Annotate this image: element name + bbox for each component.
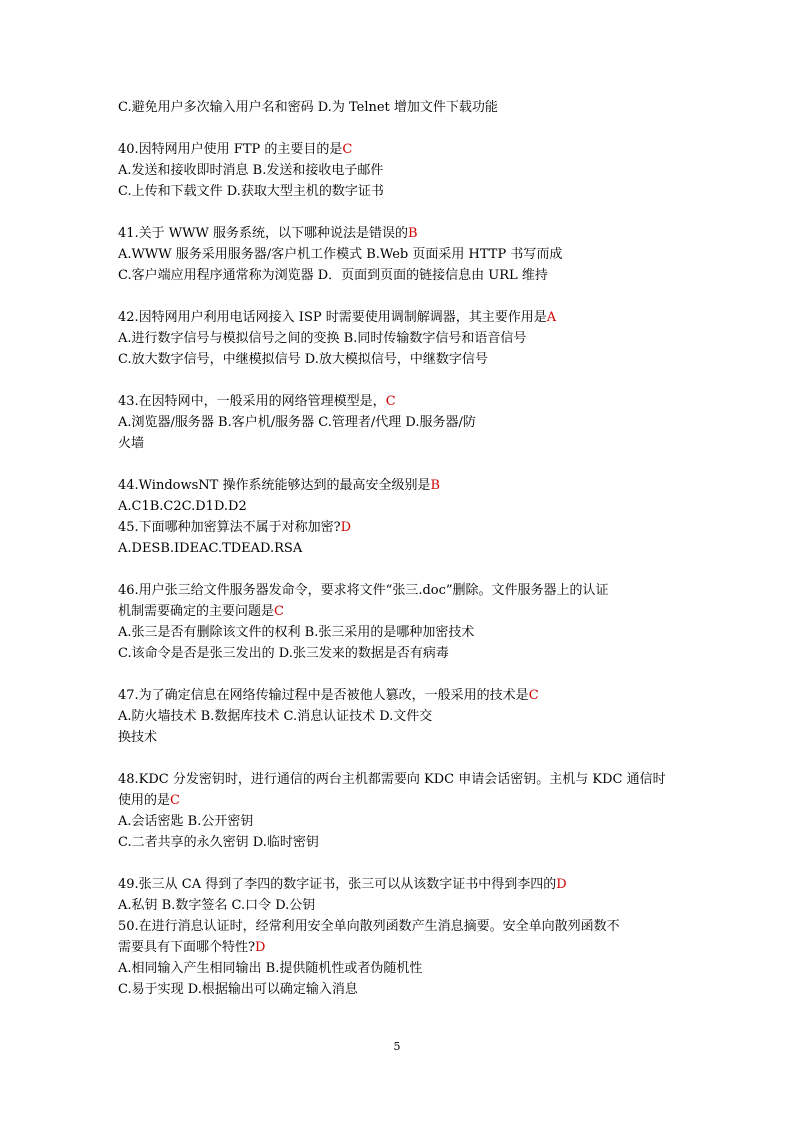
line-text: C.放大数字信号，中继模拟信号 D.放大模拟信号，中继数字信号	[118, 352, 488, 367]
line-text: 43.在因特网中，一般采用的网络管理模型是，	[118, 394, 386, 409]
answer-key: C	[170, 793, 180, 808]
question-line	[118, 895, 678, 916]
answer-key: C	[342, 142, 353, 157]
question-block	[118, 475, 678, 517]
question-line	[118, 160, 678, 181]
line-text: 46.用户张三给文件服务器发命令，要求将文件“张三.doc”删除。文件服务器上的认证	[118, 583, 609, 598]
line-text: 48.KDC 分发密钥时，进行通信的两台主机都需要向 KDC 申请会话密钥。主机与 KDC 通信时	[118, 772, 666, 787]
question-line	[118, 790, 678, 811]
answer-key: D	[254, 940, 266, 955]
question-line	[118, 496, 678, 517]
line-text: 使用的是	[118, 793, 171, 808]
question-stem	[118, 685, 678, 706]
question-block	[118, 517, 678, 559]
question-block	[118, 916, 678, 1000]
question-block	[118, 139, 678, 202]
line-text: 需要具有下面哪个特性?	[118, 940, 255, 955]
line-text: A.DESB.IDEAC.TDEAD.RSA	[118, 541, 303, 556]
line-text: 42.因特网用户利用电话网接入 ISP 时需要使用调制解调器，其主要作用是	[118, 310, 547, 325]
line-text: A.浏览器/服务器 B.客户机/服务器 C.管理者/代理 D.服务器/防	[118, 415, 476, 430]
line-text: 40.因特网用户使用 FTP 的主要目的是	[118, 142, 343, 157]
question-stem	[118, 916, 678, 937]
line-text: 41.关于 WWW 服务系统，以下哪种说法是错误的	[118, 226, 409, 241]
question-line	[118, 412, 678, 433]
answer-key: C	[274, 604, 284, 619]
line-text: A.相同输入产生相同输出 B.提供随机性或者伪随机性	[118, 961, 423, 976]
line-text: 50.在进行消息认证时，经常利用安全单向散列函数产生消息摘要。安全单向散列函数不	[118, 919, 620, 934]
line-text: A.发送和接收即时消息 B.发送和接收电子邮件	[118, 163, 384, 178]
block-gap	[118, 664, 678, 685]
question-stem	[118, 874, 678, 895]
line-text: A.张三是否有删除该文件的权利 B.张三采用的是哪种加密技术	[118, 625, 475, 640]
answer-key: D	[556, 877, 567, 892]
question-line	[118, 538, 678, 559]
question-stem	[118, 769, 678, 790]
line-text: A.C1B.C2C.D1D.D2	[118, 499, 247, 514]
question-line	[118, 622, 678, 643]
block-gap	[118, 202, 678, 223]
question-line	[118, 958, 678, 979]
question-line	[118, 727, 678, 748]
question-stem	[118, 517, 678, 538]
question-line	[118, 832, 678, 853]
block-gap	[118, 454, 678, 475]
block-gap	[118, 118, 678, 139]
line-text: C.客户端应用程序通常称为浏览器 D．页面到页面的链接信息由 URL 维持	[118, 268, 548, 283]
question-block	[118, 307, 678, 370]
question-block	[118, 97, 678, 118]
question-stem	[118, 475, 678, 496]
question-line	[118, 433, 678, 454]
question-list	[118, 97, 678, 1000]
question-line	[118, 979, 678, 1000]
question-line	[118, 811, 678, 832]
line-text: 换技术	[118, 730, 158, 745]
line-text: 机制需要确定的主要问题是	[118, 604, 275, 619]
question-stem	[118, 580, 678, 601]
answer-key: A	[546, 310, 557, 325]
question-block	[118, 391, 678, 454]
question-stem	[118, 223, 678, 244]
line-text: C.二者共享的永久密钥 D.临时密钥	[118, 835, 319, 850]
answer-key: B	[430, 478, 441, 493]
line-text: 49.张三从 CA 得到了李四的数字证书，张三可以从该数字证书中得到李四的	[118, 877, 557, 892]
question-stem	[118, 391, 678, 412]
question-line	[118, 244, 678, 265]
line-text: A.私钥 B.数字签名 C.口令 D.公钥	[118, 898, 316, 913]
question-line	[118, 349, 678, 370]
question-line	[118, 643, 678, 664]
question-stem	[118, 97, 678, 118]
line-text: 44.WindowsNT 操作系统能够达到的最高安全级别是	[118, 478, 431, 493]
line-text: C.该命令是否是张三发出的 D.张三发来的数据是否有病毒	[118, 646, 449, 661]
question-line	[118, 601, 678, 622]
question-block	[118, 769, 678, 853]
question-line	[118, 181, 678, 202]
answer-key: C	[528, 688, 539, 703]
question-line	[118, 937, 678, 958]
line-text: A.进行数字信号与模拟信号之间的变换 B.同时传输数字信号和语音信号	[118, 331, 527, 346]
answer-key: C	[385, 394, 396, 409]
block-gap	[118, 559, 678, 580]
question-stem	[118, 307, 678, 328]
question-block	[118, 874, 678, 916]
line-text: 火墙	[118, 436, 145, 451]
question-block	[118, 580, 678, 664]
question-block	[118, 685, 678, 748]
page-number: 5	[393, 1040, 401, 1053]
question-line	[118, 328, 678, 349]
question-line	[118, 706, 678, 727]
block-gap	[118, 853, 678, 874]
line-text: A.会话密匙 B.公开密钥	[118, 814, 254, 829]
line-text: 45.下面哪种加密算法不属于对称加密?	[118, 520, 341, 535]
line-text: 47.为了确定信息在网络传输过程中是否被他人篡改，一般采用的技术是	[118, 688, 529, 703]
line-text: A.WWW 服务采用服务器/客户机工作模式 B.Web 页面采用 HTTP 书写而成	[118, 247, 563, 262]
block-gap	[118, 286, 678, 307]
answer-key: D	[340, 520, 352, 535]
line-text: C.避免用户多次输入用户名和密码 D.为 Telnet 增加文件下载功能	[118, 100, 498, 115]
line-text: C.上传和下载文件 D.获取大型主机的数字证书	[118, 184, 384, 199]
line-text: A.防火墙技术 B.数据库技术 C.消息认证技术 D.文件交	[118, 709, 433, 724]
question-stem	[118, 139, 678, 160]
block-gap	[118, 370, 678, 391]
block-gap	[118, 748, 678, 769]
line-text: C.易于实现 D.根据输出可以确定输入消息	[118, 982, 358, 997]
question-block	[118, 223, 678, 286]
answer-key: B	[408, 226, 418, 241]
question-line	[118, 265, 678, 286]
